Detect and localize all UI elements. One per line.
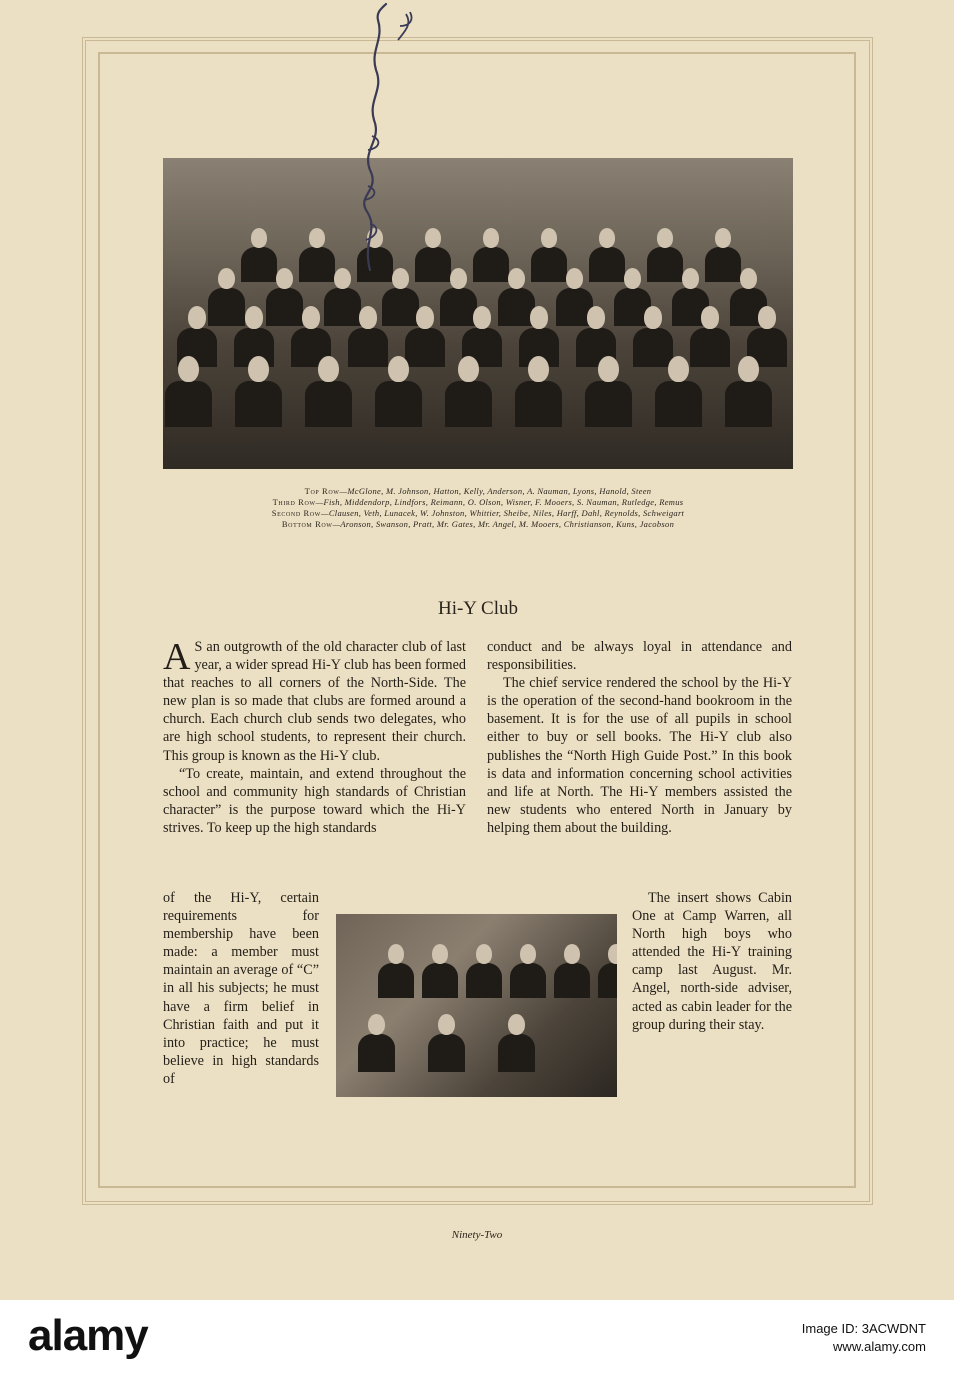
person-body [531, 247, 566, 282]
person-head [458, 356, 479, 382]
person-head [624, 268, 641, 289]
person-body [585, 381, 631, 427]
person-head [416, 306, 434, 329]
person-body [235, 381, 281, 427]
caption-row-second: Second Row—Clausen, Veth, Lunacek, W. Johnston, Whittier, Sheibe, Niles, Harff, Dahl, Reynolds, Schweigart [271, 508, 685, 518]
person-body [690, 328, 730, 368]
article-right-column [487, 638, 792, 837]
person-head [251, 228, 267, 248]
person-body [422, 963, 457, 998]
person-body [378, 963, 413, 998]
person-body [445, 381, 491, 427]
person-head [644, 306, 662, 329]
person-body [305, 381, 351, 427]
article-left-column [163, 638, 466, 837]
person-body [324, 288, 361, 325]
person-body [440, 288, 477, 325]
article-right-narrow: The insert shows Cabin One at Camp Warren, all North high boys who attended the Hi-Y training camp last August. Mr. Angel, north-side adviser, acted as cabin leader for the group during their stay. [632, 890, 792, 1033]
person-head [388, 356, 409, 382]
paragraph-intro: A S an outgrowth of the old character club of last year, a wider spread Hi-Y club has been formed that reaches to all corners of the North-Side. The new plan is so made that clubs are formed around a church. Each church club sends two delegates, who are high school students, to represent their church. This group is known as the Hi-Y club. [163, 636, 466, 764]
person-head [738, 356, 759, 382]
person-head [740, 268, 757, 289]
person-head [682, 268, 699, 289]
person-head [248, 356, 269, 382]
person-body [241, 247, 276, 282]
person-head [178, 356, 199, 382]
person-head [508, 268, 525, 289]
page-number: Ninety-Two [451, 1229, 503, 1241]
person-body [208, 288, 245, 325]
person-body [348, 328, 388, 368]
watermark-id: Image ID: 3ACWDNT www.alamy.com [801, 1321, 926, 1354]
person-body [633, 328, 673, 368]
person-head [245, 306, 263, 329]
person-body [466, 963, 501, 998]
person-head [359, 306, 377, 329]
person-body [165, 381, 211, 427]
person-body [554, 963, 589, 998]
person-head [701, 306, 719, 329]
person-head [218, 268, 235, 289]
person-head [541, 228, 557, 248]
paragraph-purpose: “To create, maintain, and extend throughout the school and community high standards of Christian character” is the purpose toward which the Hi-Y strives. To keep up the high standards [163, 765, 466, 836]
person-head [564, 944, 580, 964]
person-head [566, 268, 583, 289]
person-head [587, 306, 605, 329]
person-head [528, 356, 549, 382]
person-head [368, 1014, 385, 1035]
person-head [318, 356, 339, 382]
person-head [598, 356, 619, 382]
person-head [715, 228, 731, 248]
person-head [668, 356, 689, 382]
caption-row-top: Top Row—McGlone, M. Johnson, Hatton, Kelly, Anderson, A. Nauman, Lyons, Hanold, Steen [304, 486, 652, 496]
person-head [432, 944, 448, 964]
article-title: Hi-Y Club [437, 598, 519, 619]
person-head [608, 944, 617, 964]
person-head [657, 228, 673, 248]
person-body [589, 247, 624, 282]
watermark-logo: alamy [28, 1311, 148, 1360]
person-body [358, 1034, 395, 1071]
caption-row-bottom: Bottom Row—Aronson, Swanson, Pratt, Mr. Gates, Mr. Angel, M. Mooers, Christianson, Kuns, Jacobson [281, 519, 675, 529]
article-left-narrow: of the Hi-Y, certain requirements for membership have been made: a member must maintain an average of “C” in all his subjects; he must have a firm belief in Christian faith and put it into practice; he must believe in high standards of [163, 890, 319, 1087]
person-body [375, 381, 421, 427]
person-head [520, 944, 536, 964]
person-head [508, 1014, 525, 1035]
person-body [299, 247, 334, 282]
group-photo [163, 158, 793, 469]
person-body [705, 247, 740, 282]
person-body [655, 381, 701, 427]
person-body [266, 288, 303, 325]
drop-cap: A [163, 636, 191, 678]
person-head [473, 306, 491, 329]
person-body [382, 288, 419, 325]
person-head [758, 306, 776, 329]
person-head [476, 944, 492, 964]
person-head [188, 306, 206, 329]
person-head [309, 228, 325, 248]
person-head [530, 306, 548, 329]
person-body [647, 247, 682, 282]
person-head [483, 228, 499, 248]
person-head [450, 268, 467, 289]
person-body [498, 1034, 535, 1071]
person-body [428, 1034, 465, 1071]
handwritten-signature [340, 0, 430, 280]
person-body [598, 963, 617, 998]
person-body [515, 381, 561, 427]
camp-insert-photo [336, 914, 617, 1097]
person-body [473, 247, 508, 282]
paragraph-service: The chief service rendered the school by the Hi-Y is the operation of the second-hand bookroom in the basement. It is for the use of all pupils in school either to buy or sell books. The Hi-Y club also publishes the “North High Guide Post.” In this book is data and information concerning school activities and life at North. The Hi-Y members assisted the new students who entered North in January by helping them about the building. [487, 675, 792, 836]
person-body [510, 963, 545, 998]
person-head [388, 944, 404, 964]
caption-row-third: Third Row—Fish, Middendorp, Lindfors, Reimann, O. Olson, Wisner, F. Mooers, S. Nauman, Rutledge, Remus [272, 497, 684, 507]
person-head [599, 228, 615, 248]
person-body [725, 381, 771, 427]
paragraph-conduct: conduct and be always loyal in attendance and responsibilities. [487, 639, 792, 674]
person-head [276, 268, 293, 289]
person-head [302, 306, 320, 329]
person-body [405, 328, 445, 368]
person-head [438, 1014, 455, 1035]
